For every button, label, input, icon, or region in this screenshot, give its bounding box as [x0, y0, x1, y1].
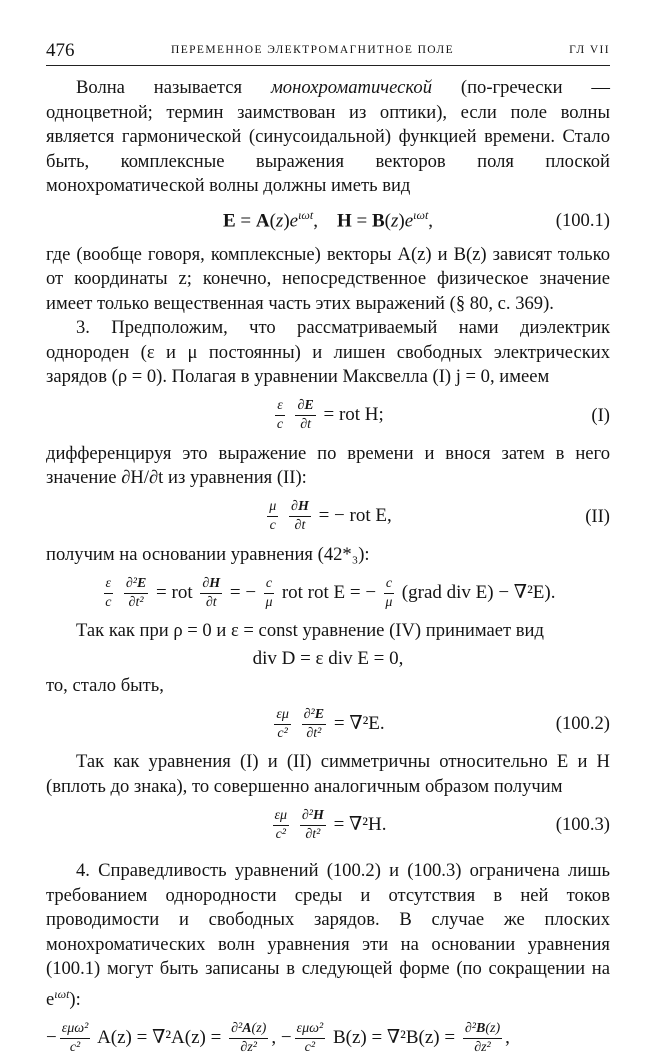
equation-100-3: $\frac{\varepsilon\mu}{\text{c²}}$ $\frac{\text{∂²H}}{\text{∂t²}}$ = ∇²H. (100.3)	[274, 807, 610, 842]
header-rule	[46, 65, 610, 66]
equation-number: (100.1)	[555, 209, 610, 231]
paragraph-monochromatic: Волна называется монохроматической (по-гречески — одноцветной; термин заимствован из оптики), если поле волны является гармонической (синусоидальной) функцией времени. Стало быть, комплексные выражения векторов поля плоской монохроматической волны должны иметь вид	[46, 77, 610, 196]
paragraph-vectors: где (вообще говоря, комплексные) векторы A(z) и B(z) зависят только от координаты z; конечно, непосредственное физическое значение имеет только вещественная часть этих выражений (§ 80, с. 369).	[46, 243, 610, 314]
equation-II: $\frac{\mu}{c}$ $\frac{\partial H}{\partial t}$ = − rot E, (II)	[269, 499, 610, 533]
chapter-label: ГЛ VII	[569, 44, 610, 56]
paragraph-symmetric: Так как уравнения (I) и (II) симметричны относительно E и H (вплоть до знака), то совершенно аналогичным образом получим	[46, 751, 610, 797]
equation-number: (100.3)	[555, 814, 610, 835]
page-number: 476	[46, 40, 75, 61]
paragraph-therefore: то, стало быть,	[46, 674, 164, 696]
book-page	[46, 40, 610, 1055]
equation-number: (I)	[591, 404, 610, 426]
paragraph-differentiating: дифференцируя это выражение по времени и внося затем в него значение ∂H/∂t из уравнения (II):	[46, 442, 610, 488]
page-body	[46, 76, 610, 1064]
equation-I: $\frac{\varepsilon}{c}$ $\frac{\partial E}{\partial t}$ = rot H; (I)	[276, 398, 610, 432]
running-title: ПЕРЕМЕННОЕ ЭЛЕКТРОМАГНИТНОЕ ПОЛЕ	[171, 44, 455, 56]
equation-wave-derivation: $\frac{\varepsilon}{c}$ $\frac{\text{∂²E}}{\text{∂t²}}$ = rot $\frac{\partial H}{\partial t}$ = − $\frac{c}{\mu}$ rot rot E = − $\frac{c}{\mu}$ (grad div E) − ∇²E).	[105, 575, 556, 610]
equation-100-2: $\frac{\varepsilon\mu}{\text{c²}}$ $\frac{\text{∂²E}}{\text{∂t²}}$ = ∇²E. (100.2)	[276, 706, 610, 741]
term-monochromatic: монохроматической	[270, 77, 432, 98]
equation-monochromatic-form: − $\frac{\text{εμω²}}{\text{c²}}$ A(z) = ∇²A(z) = $\frac{\text{∂²A(z)}}{\text{∂z²}}$ , − $\frac{\text{εμω²}}{\text{c²}}$ B(z) = ∇²B(z) = $\frac{\text{∂²B(z)}}{\text{∂z²}}$ ,	[46, 1020, 510, 1055]
equation-100-1: $E = A(z)e^{\iota\omega t}$, $H = B(z)e^{\iota\omega t}$, (100.1)	[222, 208, 610, 232]
paragraph-equation-IV: Так как при ρ = 0 и ε = const уравнение (IV) принимает вид	[76, 620, 544, 641]
paragraph-dielectric: 3. Предположим, что рассматриваемый нами диэлектрик однороден (ε и μ постоянны) и лишен свободных электрических зарядов (ρ = 0). Полагая в уравнении Максвелла (I) j = 0, имеем	[46, 317, 610, 387]
paragraph-obtain: получим на основании уравнения (42*₃):	[46, 543, 370, 565]
running-header	[46, 40, 610, 62]
paragraph-validity: 4. Справедливость уравнений (100.2) и (100.3) ограничена лишь требованием однородности среды и отсутствия в ней токов проводимости и свободных зарядов. В случае же плоских монохроматических волн уравнения эти на основании уравнения (100.1) могут быть записаны в следующей форме (по сокращении на $e^{\iota\omega t}$):	[46, 860, 610, 1010]
equation-number: (100.2)	[555, 713, 610, 734]
equation-number: (II)	[585, 505, 610, 527]
equation-div: div D = ε div E = 0,	[252, 647, 404, 669]
